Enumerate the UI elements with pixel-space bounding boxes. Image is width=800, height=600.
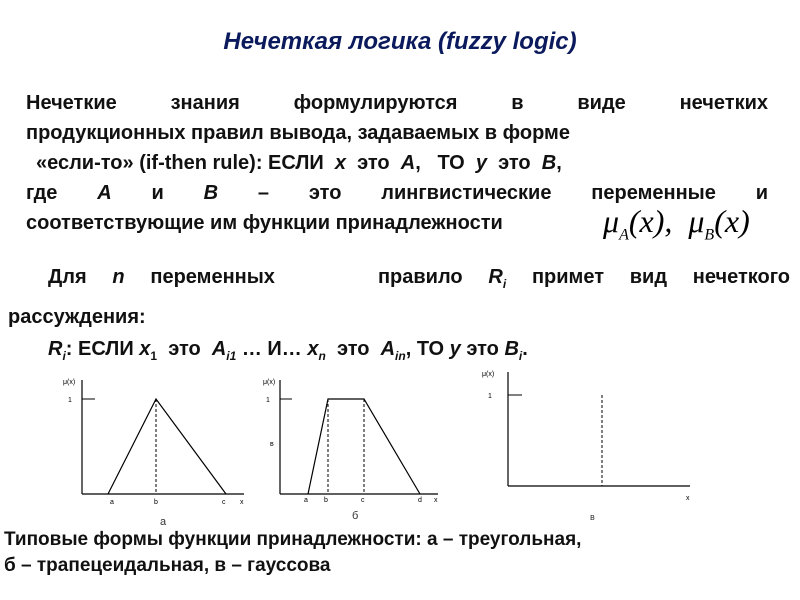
graph-a-tick-a: a — [110, 499, 114, 506]
graph-a-y-tick: 1 — [68, 397, 72, 404]
graph-b-tick-b: b — [324, 497, 328, 504]
footer-line-1: Типовые формы функции принадлежности: а – треугольная, — [4, 529, 582, 550]
rule-intro-line-2: рассуждения: — [8, 306, 146, 328]
footer-line-2: б – трапецеидальная, в – гауссова — [4, 555, 331, 576]
graph-a-x-label: x — [240, 499, 244, 506]
graph-b-y-tick: 1 — [266, 397, 270, 404]
graph-b-mid-label: в — [270, 441, 274, 448]
intro-line-3: «если-то» (if-then rule): ЕСЛИ x это A, ТО y это B, — [36, 152, 562, 174]
intro-line-1: Нечеткие знания формулируются в виде нечетких — [26, 92, 768, 114]
graph-triangular — [58, 372, 258, 512]
graph-gaussian — [470, 362, 700, 512]
graph-b-tick-a: a — [304, 497, 308, 504]
intro-line-2: продукционных правил вывода, задаваемых в форме — [26, 122, 570, 144]
graph-a-tick-c: c — [222, 499, 226, 506]
graph-a-triangle — [108, 399, 226, 494]
graph-a-tick-b: b — [154, 499, 158, 506]
graph-c-y-tick: 1 — [488, 393, 492, 400]
graph-a-y-label: μ(x) — [63, 379, 76, 386]
graph-a-caption: а — [160, 516, 167, 528]
rule-intro-line-1: Для n переменных правило $R_i$ примет вид нечеткого — [48, 266, 791, 291]
rule-statement: $R_i$: ЕСЛИ $x_1$ это $A_{i1}$ … И… $x_n$ это $A_{in}$, ТО y это $B_i$. — [48, 338, 528, 363]
membership-formula: $\mu_A(x)$, $\mu_B(x)$ — [603, 203, 750, 244]
intro-line-4: где A и B – это лингвистические переменные и — [26, 182, 768, 204]
graph-b-y-label: μ(x) — [263, 379, 276, 386]
graph-c-y-label: μ(x) — [482, 371, 495, 378]
graph-c-caption: в — [590, 512, 595, 522]
page-title: Нечеткая логика (fuzzy logic) — [223, 28, 577, 55]
graph-trapezoidal — [258, 372, 458, 512]
graph-b-caption: б — [352, 510, 359, 522]
graph-c-x-label: x — [686, 495, 690, 502]
graph-b-tick-c: c — [361, 497, 365, 504]
intro-line-5: соответствующие им функции принадлежности — [26, 212, 503, 234]
graph-b-tick-d: d — [418, 497, 422, 504]
graph-b-x-label: x — [434, 497, 438, 504]
